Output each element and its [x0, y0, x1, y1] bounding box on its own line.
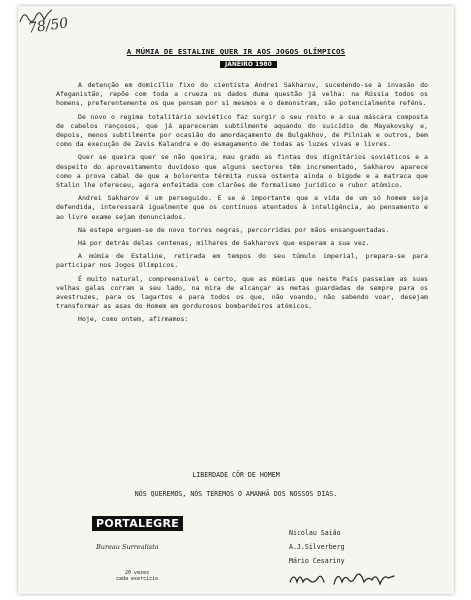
paragraph: Quer se queira quer se não queira, mau grado as fintas dos dignitários soviéticos e a despeito do aproveitamento duvidoso que alguns sectores têm incrementado, Sakharov aparece como a prova cabal de que a bolorenta térmita russa ostenta ainda o bigode e a matraca que Stalin lhe ofereceu, agora enfeitada com clarões de formalismo jurídico e rubor atómico. — [56, 153, 428, 190]
handwritten-signature-icon — [288, 568, 398, 590]
paragraph: A detenção em domicílio fixo do cientista Andrei Sakharov, sucedendo-se à invasão do Afeganistão, repõe com toda a crueza os dados duma questão já velha: na Rússia todos os homens, preferentemente os que pensam por si mesmos e o demonstram, são potencialmente reféns. — [56, 81, 428, 108]
handwritten-note: 78/50 — [27, 15, 70, 37]
paragraph: É muito natural, compreensível e certo, que as múmias que neste País passeiam as suas velhas galas corram a seu lado, na mira de alcançar as metas guardadas de sempre para os avestruzes, para os lagartos e para todos os que, não voando, não sabendo voar, desejam transformar as asas do Homem em gordurosos bombardeiros atómicos. — [56, 274, 428, 311]
date-label: JANEIRO 1980 — [220, 61, 277, 68]
paragraph: A múmia de Estaline, retirada em tempos do seu túmulo imperial, prepara-se para participar nos Jogos Olímpicos. — [56, 252, 428, 270]
paragraph: Andrei Sakharov é um perseguido. E se é importante que a vida de um só homem seja defendida, interessará igualmente que os contínuos atentados à inteligência, ao pensamento e ao livre exame sejam denunciados. — [56, 194, 428, 221]
copies-line: cada exercício — [116, 576, 159, 582]
paragraph: Há por detrás delas centenas, milhares de Sakharovs que esperam a sua vez. — [78, 239, 370, 248]
signer-name: A.J.Silverberg — [289, 543, 345, 551]
paragraph: De novo o regime totalitário soviético faz surgir o seu rosto e a sua máscara composta de cabelos rançosos, que já apareceram subtilmente aquando do suicídio de Mayakovsky e, depois, menos subtilmente por ocasião do amordaçamento de Bulgakhov, de Pilniak e outros, bem como da execução de Zavis Kalandra e do esmagamento de todas as luzes vivas e livres. — [56, 112, 428, 149]
slogan-liberdade: LIBERDADE CÔR DE HOMEM — [192, 471, 280, 479]
paragraph: Hoje, como ontem, afirmamos: — [78, 315, 189, 324]
copies-line: 20 vezes — [125, 570, 150, 576]
signers-list — [289, 526, 345, 568]
signer-name: Mário Cesariny — [289, 557, 345, 565]
portalegre-logo: PORTALEGRE — [92, 516, 183, 531]
bureau-label: Bureau Surrealista — [96, 543, 159, 551]
document-title: A MÚMIA DE ESTALINE QUER IR AOS JOGOS OLÍMPICOS — [126, 47, 346, 56]
paragraph: Na estepe erguem-se de novo torres negras, percorridas por mãos ensanguentadas. — [78, 225, 390, 234]
slogan-amanha: NÓS QUEREMOS, NÓS TEREMOS O AMANHÃ DOS NOSSOS DIAS. — [134, 490, 338, 498]
signer-name: Nicolau Saião — [289, 529, 341, 537]
document-page — [18, 6, 454, 594]
document-body — [56, 81, 428, 329]
copies-note — [116, 570, 158, 582]
